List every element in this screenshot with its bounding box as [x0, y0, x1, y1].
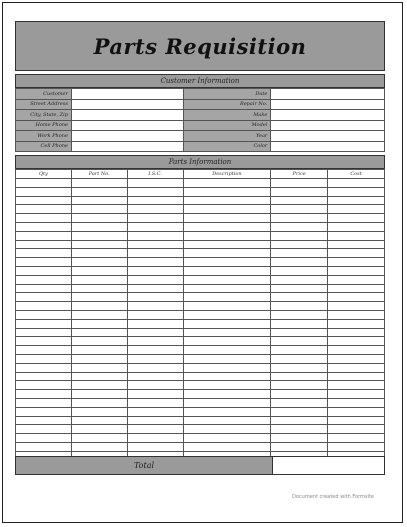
parts-cell[interactable] — [183, 398, 271, 407]
parts-cell[interactable] — [271, 328, 328, 337]
parts-cell[interactable] — [127, 231, 183, 240]
parts-column-header: Price — [271, 170, 328, 179]
parts-cell[interactable] — [183, 240, 271, 249]
parts-cell[interactable] — [328, 337, 385, 346]
parts-table — [15, 169, 385, 461]
parts-cell[interactable] — [328, 442, 385, 451]
parts-cell[interactable] — [183, 372, 271, 381]
parts-cell[interactable] — [271, 319, 328, 328]
parts-cell[interactable] — [328, 363, 385, 372]
parts-cell[interactable] — [127, 363, 183, 372]
parts-cell[interactable] — [183, 231, 271, 240]
parts-cell[interactable] — [328, 187, 385, 196]
table-row — [16, 390, 385, 399]
title-box — [15, 21, 385, 71]
parts-cell[interactable] — [16, 293, 72, 302]
table-row — [16, 434, 385, 443]
parts-cell[interactable] — [271, 381, 328, 390]
parts-cell[interactable] — [328, 249, 385, 258]
parts-cell[interactable] — [328, 284, 385, 293]
customer-label: City, State, Zip — [16, 110, 72, 121]
customer-field[interactable] — [71, 89, 183, 100]
parts-cell[interactable] — [328, 302, 385, 311]
parts-cell[interactable] — [271, 258, 328, 267]
parts-cell[interactable] — [71, 205, 127, 214]
parts-cell[interactable] — [183, 442, 271, 451]
table-row — [16, 310, 385, 319]
parts-cell[interactable] — [71, 187, 127, 196]
parts-cell[interactable] — [127, 372, 183, 381]
parts-cell[interactable] — [127, 222, 183, 231]
parts-cell[interactable] — [183, 363, 271, 372]
parts-cell[interactable] — [328, 231, 385, 240]
table-row — [16, 328, 385, 337]
parts-cell[interactable] — [127, 337, 183, 346]
parts-cell[interactable] — [127, 381, 183, 390]
parts-cell[interactable] — [271, 434, 328, 443]
parts-cell[interactable] — [71, 222, 127, 231]
parts-cell[interactable] — [71, 381, 127, 390]
parts-cell[interactable] — [183, 319, 271, 328]
table-row — [16, 222, 385, 231]
parts-cell[interactable] — [71, 258, 127, 267]
table-row — [16, 266, 385, 275]
table-row — [16, 372, 385, 381]
table-row — [16, 442, 385, 451]
parts-cell[interactable] — [16, 284, 72, 293]
parts-cell[interactable] — [127, 266, 183, 275]
parts-column-header: Qty — [16, 170, 72, 179]
parts-cell[interactable] — [183, 390, 271, 399]
parts-cell[interactable] — [271, 302, 328, 311]
vehicle-label: Repair No. — [183, 99, 271, 110]
parts-cell[interactable] — [16, 381, 72, 390]
parts-cell[interactable] — [328, 266, 385, 275]
parts-cell[interactable] — [183, 310, 271, 319]
parts-cell[interactable] — [271, 390, 328, 399]
parts-cell[interactable] — [16, 258, 72, 267]
parts-cell[interactable] — [328, 196, 385, 205]
parts-cell[interactable] — [271, 363, 328, 372]
customer-label: Cell Phone — [16, 141, 72, 152]
parts-cell[interactable] — [16, 416, 72, 425]
parts-cell[interactable] — [127, 249, 183, 258]
parts-cell[interactable] — [183, 222, 271, 231]
customer-row — [16, 141, 385, 152]
table-row — [16, 425, 385, 434]
parts-cell[interactable] — [71, 266, 127, 275]
parts-cell[interactable] — [183, 187, 271, 196]
parts-cell[interactable] — [183, 196, 271, 205]
parts-cell[interactable] — [328, 372, 385, 381]
table-row — [16, 293, 385, 302]
parts-cell[interactable] — [71, 390, 127, 399]
parts-section-header — [15, 155, 385, 169]
customer-info-table — [15, 88, 385, 152]
parts-cell[interactable] — [16, 240, 72, 249]
table-row — [16, 398, 385, 407]
total-field[interactable] — [273, 457, 384, 474]
table-row — [16, 249, 385, 258]
footer-credit: Document created with Formsite — [292, 494, 374, 500]
parts-cell[interactable] — [71, 354, 127, 363]
customer-row — [16, 99, 385, 110]
parts-cell[interactable] — [271, 337, 328, 346]
parts-cell[interactable] — [71, 240, 127, 249]
table-row — [16, 275, 385, 284]
customer-row — [16, 110, 385, 121]
table-row — [16, 179, 385, 188]
parts-cell[interactable] — [71, 310, 127, 319]
parts-cell[interactable] — [71, 398, 127, 407]
parts-cell[interactable] — [183, 381, 271, 390]
customer-field[interactable] — [71, 120, 183, 131]
parts-column-header: Description — [183, 170, 271, 179]
parts-cell[interactable] — [183, 179, 271, 188]
table-row — [16, 214, 385, 223]
parts-cell[interactable] — [71, 214, 127, 223]
parts-cell[interactable] — [183, 416, 271, 425]
parts-cell[interactable] — [16, 214, 72, 223]
parts-cell[interactable] — [127, 240, 183, 249]
parts-cell[interactable] — [16, 398, 72, 407]
parts-cell[interactable] — [71, 179, 127, 188]
parts-cell[interactable] — [71, 249, 127, 258]
parts-cell[interactable] — [127, 390, 183, 399]
parts-cell[interactable] — [271, 222, 328, 231]
parts-cell[interactable] — [183, 434, 271, 443]
parts-cell[interactable] — [271, 249, 328, 258]
parts-cell[interactable] — [183, 275, 271, 284]
parts-cell[interactable] — [127, 258, 183, 267]
parts-section-title: Parts Information — [168, 158, 232, 166]
table-row — [16, 284, 385, 293]
parts-cell[interactable] — [16, 363, 72, 372]
parts-cell[interactable] — [328, 407, 385, 416]
parts-cell[interactable] — [71, 407, 127, 416]
parts-cell[interactable] — [16, 222, 72, 231]
parts-cell[interactable] — [328, 390, 385, 399]
parts-column-header: Part No. — [71, 170, 127, 179]
parts-cell[interactable] — [271, 179, 328, 188]
parts-cell[interactable] — [127, 407, 183, 416]
parts-cell[interactable] — [16, 319, 72, 328]
vehicle-field[interactable] — [271, 141, 385, 152]
customer-label: Home Phone — [16, 120, 72, 131]
parts-cell[interactable] — [71, 337, 127, 346]
parts-cell[interactable] — [183, 337, 271, 346]
parts-cell[interactable] — [271, 398, 328, 407]
parts-cell[interactable] — [127, 354, 183, 363]
parts-cell[interactable] — [127, 302, 183, 311]
customer-row — [16, 89, 385, 100]
parts-cell[interactable] — [183, 407, 271, 416]
parts-cell[interactable] — [328, 240, 385, 249]
parts-cell[interactable] — [16, 372, 72, 381]
parts-cell[interactable] — [127, 434, 183, 443]
table-row — [16, 407, 385, 416]
parts-cell[interactable] — [271, 284, 328, 293]
parts-cell[interactable] — [183, 293, 271, 302]
table-row — [16, 416, 385, 425]
parts-cell[interactable] — [16, 231, 72, 240]
parts-cell[interactable] — [328, 434, 385, 443]
parts-cell[interactable] — [127, 284, 183, 293]
parts-cell[interactable] — [183, 328, 271, 337]
parts-cell[interactable] — [271, 205, 328, 214]
parts-cell[interactable] — [271, 425, 328, 434]
table-row — [16, 240, 385, 249]
customer-row — [16, 131, 385, 142]
parts-cell[interactable] — [271, 240, 328, 249]
parts-cell[interactable] — [271, 196, 328, 205]
parts-cell[interactable] — [16, 179, 72, 188]
parts-cell[interactable] — [16, 442, 72, 451]
parts-cell[interactable] — [71, 196, 127, 205]
parts-cell[interactable] — [271, 214, 328, 223]
vehicle-label: Year — [183, 131, 271, 142]
parts-cell[interactable] — [183, 258, 271, 267]
vehicle-label: Date — [183, 89, 271, 100]
parts-cell[interactable] — [271, 275, 328, 284]
parts-cell[interactable] — [183, 302, 271, 311]
customer-section-title: Customer Information — [160, 77, 240, 85]
parts-cell[interactable] — [127, 196, 183, 205]
parts-cell[interactable] — [71, 363, 127, 372]
parts-cell[interactable] — [71, 231, 127, 240]
parts-cell[interactable] — [16, 249, 72, 258]
parts-cell[interactable] — [183, 354, 271, 363]
parts-cell[interactable] — [328, 425, 385, 434]
parts-cell[interactable] — [328, 222, 385, 231]
parts-cell[interactable] — [328, 354, 385, 363]
parts-cell[interactable] — [71, 302, 127, 311]
parts-cell[interactable] — [127, 425, 183, 434]
form-title: Parts Requisition — [93, 33, 307, 59]
customer-section-header — [15, 74, 385, 88]
vehicle-label: Model — [183, 120, 271, 131]
parts-cell[interactable] — [71, 442, 127, 451]
parts-cell[interactable] — [127, 442, 183, 451]
parts-cell[interactable] — [328, 398, 385, 407]
parts-cell[interactable] — [71, 416, 127, 425]
parts-cell[interactable] — [183, 249, 271, 258]
parts-cell[interactable] — [183, 346, 271, 355]
parts-cell[interactable] — [328, 319, 385, 328]
parts-cell[interactable] — [127, 398, 183, 407]
customer-label: Street Address — [16, 99, 72, 110]
parts-cell[interactable] — [16, 196, 72, 205]
parts-cell[interactable] — [328, 346, 385, 355]
table-row — [16, 196, 385, 205]
vehicle-label: Color — [183, 141, 271, 152]
parts-cell[interactable] — [127, 416, 183, 425]
parts-cell[interactable] — [16, 205, 72, 214]
parts-cell[interactable] — [16, 354, 72, 363]
table-row — [16, 319, 385, 328]
customer-field[interactable] — [71, 110, 183, 121]
customer-field[interactable] — [71, 131, 183, 142]
table-row — [16, 205, 385, 214]
parts-cell[interactable] — [16, 346, 72, 355]
parts-cell[interactable] — [71, 328, 127, 337]
table-row — [16, 258, 385, 267]
parts-cell[interactable] — [271, 310, 328, 319]
vehicle-field[interactable] — [271, 131, 385, 142]
total-label: Total — [16, 457, 273, 474]
parts-cell[interactable] — [271, 372, 328, 381]
parts-cell[interactable] — [328, 416, 385, 425]
parts-cell[interactable] — [328, 293, 385, 302]
parts-cell[interactable] — [328, 179, 385, 188]
parts-cell[interactable] — [71, 346, 127, 355]
parts-cell[interactable] — [16, 266, 72, 275]
parts-cell[interactable] — [127, 319, 183, 328]
parts-cell[interactable] — [127, 205, 183, 214]
parts-cell[interactable] — [71, 425, 127, 434]
vehicle-field[interactable] — [271, 89, 385, 100]
customer-label: Work Phone — [16, 131, 72, 142]
parts-cell[interactable] — [16, 302, 72, 311]
parts-cell[interactable] — [127, 214, 183, 223]
parts-cell[interactable] — [328, 214, 385, 223]
table-row — [16, 231, 385, 240]
parts-cell[interactable] — [16, 275, 72, 284]
vehicle-field[interactable] — [271, 110, 385, 121]
parts-cell[interactable] — [271, 346, 328, 355]
parts-cell[interactable] — [71, 275, 127, 284]
table-row — [16, 363, 385, 372]
parts-cell[interactable] — [127, 187, 183, 196]
parts-cell[interactable] — [71, 319, 127, 328]
parts-cell[interactable] — [16, 187, 72, 196]
parts-cell[interactable] — [183, 214, 271, 223]
parts-cell[interactable] — [183, 266, 271, 275]
parts-cell[interactable] — [127, 328, 183, 337]
parts-cell[interactable] — [127, 293, 183, 302]
parts-cell[interactable] — [127, 179, 183, 188]
parts-cell[interactable] — [271, 354, 328, 363]
parts-cell[interactable] — [328, 258, 385, 267]
parts-cell[interactable] — [271, 293, 328, 302]
parts-cell[interactable] — [16, 337, 72, 346]
parts-cell[interactable] — [71, 434, 127, 443]
parts-cell[interactable] — [271, 231, 328, 240]
parts-cell[interactable] — [271, 442, 328, 451]
table-row — [16, 381, 385, 390]
parts-cell[interactable] — [328, 381, 385, 390]
parts-cell[interactable] — [71, 293, 127, 302]
table-row — [16, 354, 385, 363]
table-row — [16, 346, 385, 355]
parts-cell[interactable] — [16, 407, 72, 416]
parts-cell[interactable] — [71, 284, 127, 293]
parts-cell[interactable] — [271, 407, 328, 416]
customer-row — [16, 120, 385, 131]
total-row — [15, 456, 385, 475]
parts-cell[interactable] — [271, 266, 328, 275]
parts-column-header: I.S.C. — [127, 170, 183, 179]
parts-cell[interactable] — [328, 328, 385, 337]
vehicle-field[interactable] — [271, 99, 385, 110]
customer-field[interactable] — [71, 99, 183, 110]
customer-label: Customer — [16, 89, 72, 100]
parts-column-header: Cost — [328, 170, 385, 179]
vehicle-field[interactable] — [271, 120, 385, 131]
parts-cell[interactable] — [16, 425, 72, 434]
parts-cell[interactable] — [71, 372, 127, 381]
parts-cell[interactable] — [183, 425, 271, 434]
parts-cell[interactable] — [328, 275, 385, 284]
parts-cell[interactable] — [328, 310, 385, 319]
vehicle-label: Make — [183, 110, 271, 121]
parts-cell[interactable] — [16, 434, 72, 443]
parts-cell[interactable] — [16, 328, 72, 337]
table-row — [16, 187, 385, 196]
parts-cell[interactable] — [16, 310, 72, 319]
parts-cell[interactable] — [271, 416, 328, 425]
table-row — [16, 337, 385, 346]
parts-cell[interactable] — [183, 284, 271, 293]
parts-cell[interactable] — [127, 346, 183, 355]
parts-cell[interactable] — [16, 390, 72, 399]
customer-field[interactable] — [71, 141, 183, 152]
parts-cell[interactable] — [328, 205, 385, 214]
parts-cell[interactable] — [127, 310, 183, 319]
table-row — [16, 302, 385, 311]
parts-cell[interactable] — [127, 275, 183, 284]
parts-cell[interactable] — [183, 205, 271, 214]
parts-cell[interactable] — [271, 187, 328, 196]
